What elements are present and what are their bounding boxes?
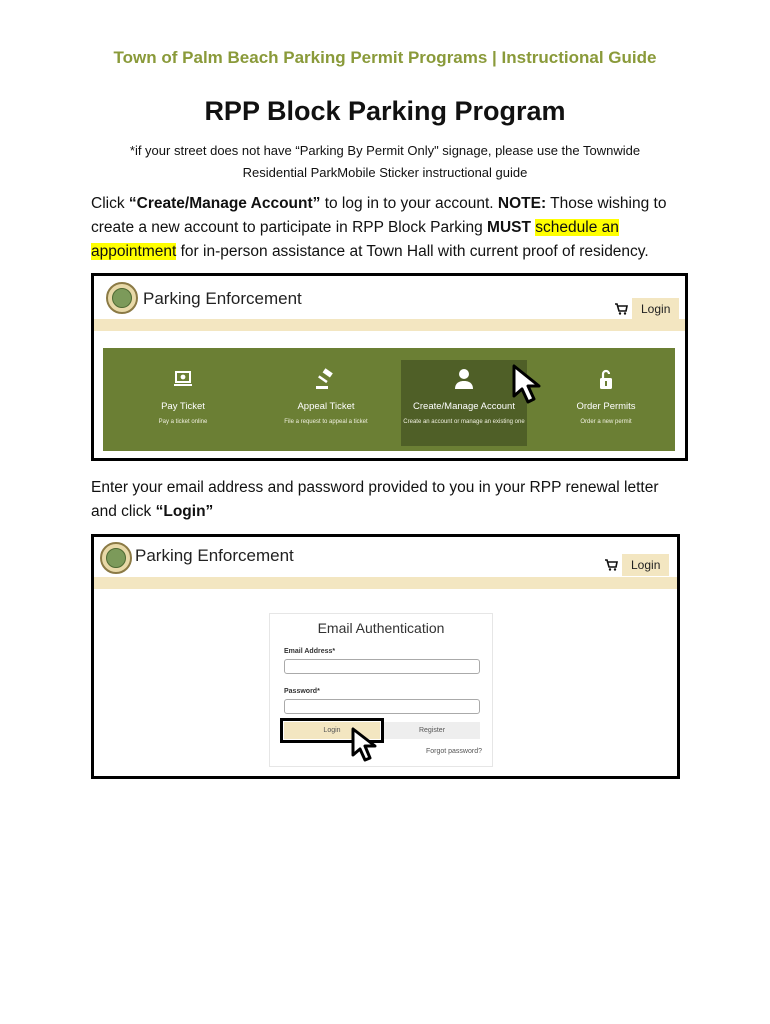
password-input[interactable]	[284, 699, 480, 714]
step1-text-1: Click	[91, 195, 129, 212]
step2-bold-login: “Login”	[155, 503, 214, 520]
card-description: Pay a ticket online	[158, 419, 208, 425]
email-auth-panel	[269, 613, 493, 767]
services-panel	[103, 348, 675, 451]
card-label: Appeal Ticket	[297, 401, 355, 412]
auth-login-button[interactable]: Login	[284, 722, 380, 739]
cart-icon[interactable]	[604, 559, 618, 571]
card-label: Pay Ticket	[161, 401, 205, 412]
brand-title: Parking Enforcement	[143, 289, 302, 308]
town-seal-icon	[106, 282, 138, 314]
login-button[interactable]: Login	[622, 554, 669, 576]
step2-text: Enter your email address and password provided to you in your RPP renewal letter and click	[91, 479, 659, 520]
screenshot-email-authentication	[91, 534, 680, 779]
mouse-pointer-icon	[350, 727, 384, 765]
laptop-icon	[172, 368, 194, 390]
header-band	[94, 319, 685, 331]
step1-text-2: to log in to your account.	[320, 195, 498, 212]
card-label: Order Permits	[576, 401, 636, 412]
guide-header: Town of Palm Beach Parking Permit Programs | Instructional Guide	[113, 48, 657, 67]
card-description: File a request to appeal a ticket	[284, 419, 368, 425]
screenshot-portal-home	[91, 273, 688, 461]
lock-icon	[595, 368, 617, 390]
email-input[interactable]	[284, 659, 480, 674]
login-button[interactable]: Login	[632, 298, 679, 320]
user-icon	[453, 368, 475, 390]
step1-bold-must: MUST	[487, 219, 531, 236]
town-seal-icon	[100, 542, 132, 574]
auth-title: Email Authentication	[317, 620, 445, 636]
note-line-2: Residential ParkMobile Sticker instructional guide	[242, 165, 528, 180]
forgot-password-link[interactable]: Forgot password?	[425, 748, 482, 755]
brand-title: Parking Enforcement	[135, 546, 294, 565]
card-order-permits[interactable]	[543, 360, 669, 446]
step1-bold-note: NOTE:	[497, 195, 547, 212]
step1-bold-create-manage: “Create/Manage Account”	[128, 195, 321, 212]
cart-icon[interactable]	[614, 303, 628, 315]
cart-login-group	[614, 298, 679, 320]
cart-login-group	[604, 554, 669, 576]
card-appeal-ticket[interactable]	[263, 360, 389, 446]
password-label: Password*	[284, 688, 320, 695]
register-button[interactable]: Register	[384, 722, 480, 739]
header-band	[94, 577, 677, 589]
step2-instructions	[91, 476, 671, 524]
step1-highlight-appointment: schedule an appointment	[91, 219, 619, 260]
step1-instructions	[91, 192, 691, 264]
step1-text-3: Those wishing to create a new account to participate in RPP Block Parking	[91, 195, 667, 236]
email-label: Email Address*	[284, 648, 336, 655]
page-title: RPP Block Parking Program	[204, 96, 566, 126]
note-line-1: *if your street does not have “Parking By Permit Only" signage, please use the Townwide	[129, 143, 641, 158]
card-create-manage-account[interactable]	[401, 360, 527, 446]
card-description: Create an account or manage an existing one	[403, 419, 525, 425]
card-description: Order a new permit	[580, 419, 632, 425]
card-label: Create/Manage Account	[413, 401, 515, 412]
mouse-pointer-icon	[511, 364, 551, 408]
step1-text-5: for in-person assistance at Town Hall with current proof of residency.	[176, 243, 649, 260]
gavel-icon	[315, 368, 337, 390]
signage-note	[90, 140, 680, 184]
card-pay-ticket[interactable]	[120, 360, 246, 446]
